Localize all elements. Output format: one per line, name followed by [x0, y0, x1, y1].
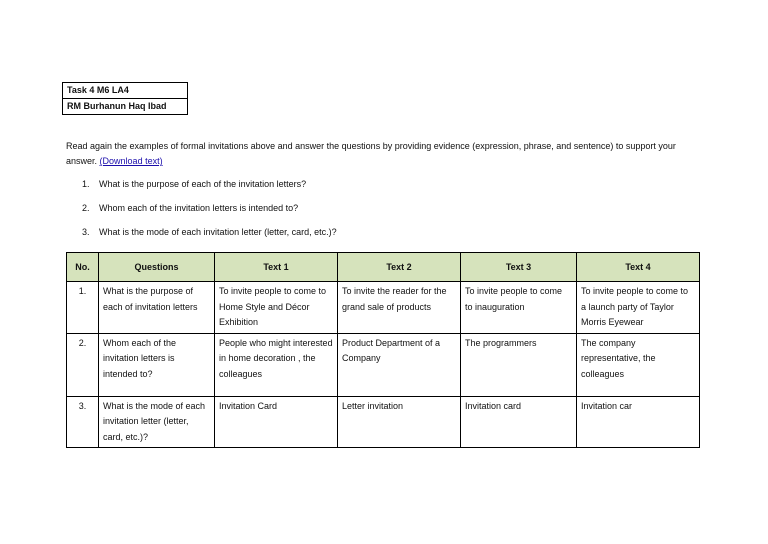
table-row	[67, 396, 700, 448]
column-header-text-1: Text 1	[215, 253, 338, 282]
table-cell: Invitation car	[577, 396, 700, 448]
table-cell: 2.	[67, 333, 99, 396]
column-header-text-3: Text 3	[461, 253, 577, 282]
table-cell: What is the mode of each invitation letter (letter, card, etc.)?	[99, 396, 215, 448]
table-cell: Invitation card	[461, 396, 577, 448]
question-text: What is the mode of each invitation letter (letter, card, etc.)?	[99, 227, 337, 237]
table-cell: The company representative, the colleagues	[577, 333, 700, 396]
column-header-questions: Questions	[99, 253, 215, 282]
intro-text: Read again the examples of formal invitations above and answer the questions by providing evidence (expression, phrase, and sentence) to support your answer.	[66, 141, 676, 166]
column-header-no: No.	[67, 253, 99, 282]
question-text: What is the purpose of each of the invitation letters?	[99, 179, 307, 189]
author-name: RM Burhanun Haq Ibad	[63, 98, 187, 114]
table-cell: People who might interested in home decoration , the colleagues	[215, 333, 338, 396]
table-cell: What is the purpose of each of invitation letters	[99, 282, 215, 334]
question-number: 3.	[82, 227, 90, 237]
table-cell: Invitation Card	[215, 396, 338, 448]
answer-table	[66, 252, 700, 448]
column-header-text-4: Text 4	[577, 253, 700, 282]
column-header-text-2: Text 2	[338, 253, 461, 282]
table-cell: To invite people to come to Home Style and Décor Exhibition	[215, 282, 338, 334]
list-item	[82, 203, 337, 227]
question-number: 1.	[82, 179, 90, 189]
question-text: Whom each of the invitation letters is intended to?	[99, 203, 299, 213]
table-cell: The programmers	[461, 333, 577, 396]
table-cell: To invite people to come to a launch party of Taylor Morris Eyewear	[577, 282, 700, 334]
table-cell: Whom each of the invitation letters is intended to?	[99, 333, 215, 396]
header-box	[62, 82, 188, 115]
task-title: Task 4 M6 LA4	[67, 85, 129, 95]
download-text-link[interactable]: (Download text)	[99, 156, 163, 166]
list-item	[82, 227, 337, 251]
table-cell: 1.	[67, 282, 99, 334]
table-cell: Letter invitation	[338, 396, 461, 448]
list-item	[82, 179, 337, 203]
question-number: 2.	[82, 203, 90, 213]
table-cell: Product Department of a Company	[338, 333, 461, 396]
question-list	[82, 179, 337, 251]
table-header-row	[67, 253, 700, 282]
table-row	[67, 333, 700, 396]
table-cell: To invite people to come to inauguration	[461, 282, 577, 334]
table-cell: 3.	[67, 396, 99, 448]
table-cell: To invite the reader for the grand sale of products	[338, 282, 461, 334]
table-row	[67, 282, 700, 334]
intro-paragraph	[66, 139, 706, 169]
